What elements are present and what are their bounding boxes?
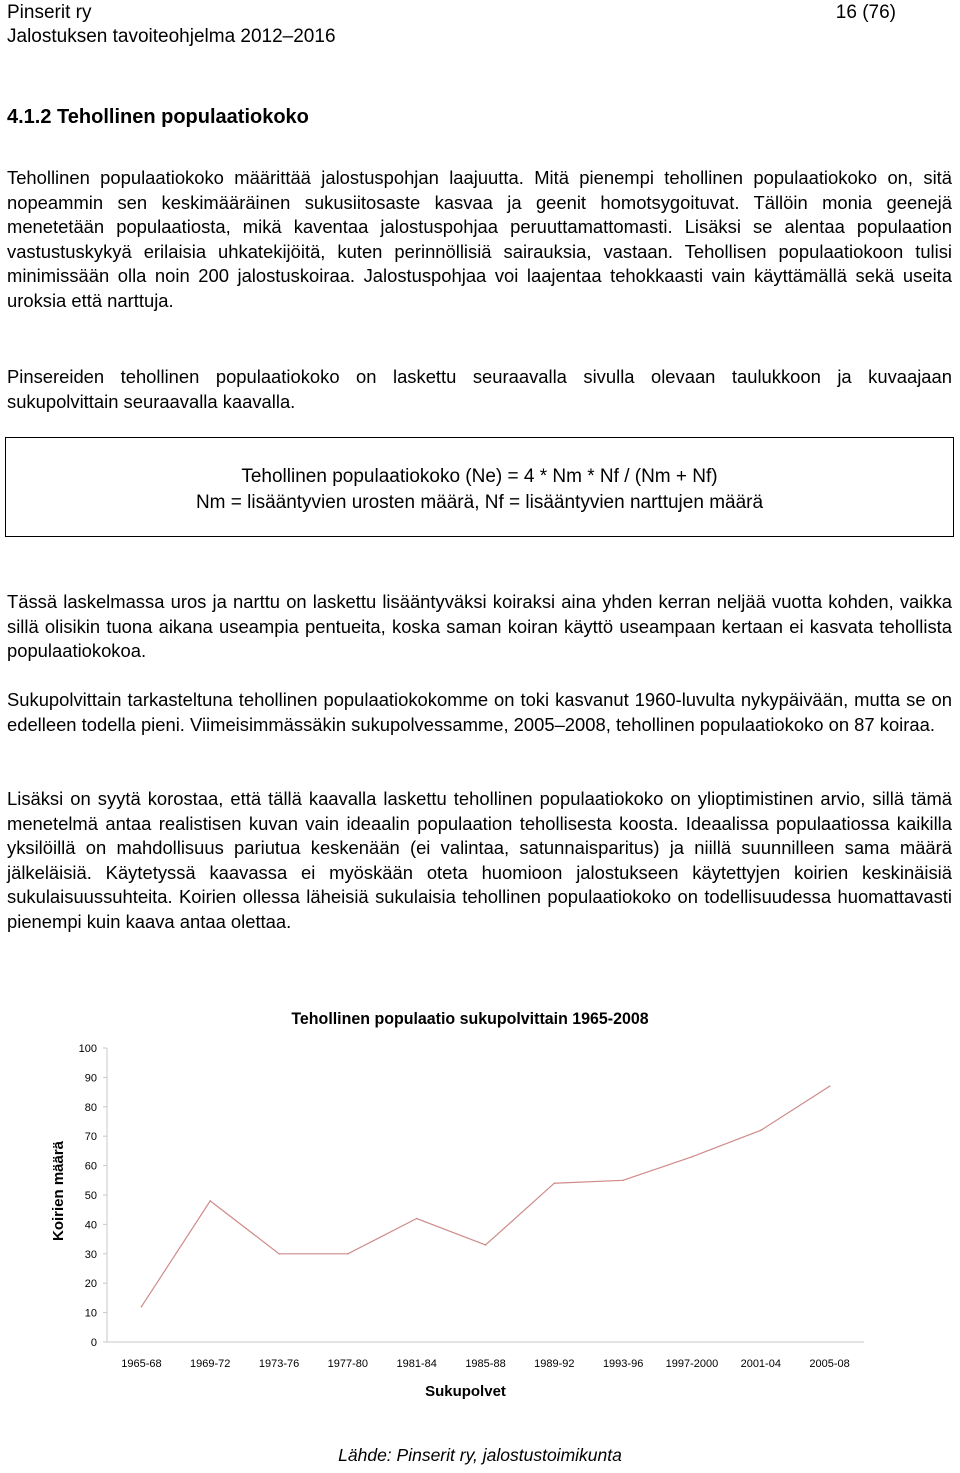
x-tick-label: 1977-80 (327, 1358, 369, 1370)
x-tick-label: 2001-04 (740, 1358, 781, 1370)
chart-title: Tehollinen populaatio sukupolvittain 1965-2008 (291, 1009, 649, 1029)
x-tick-label: 1981-84 (396, 1358, 437, 1370)
y-tick-label: 70 (84, 1131, 97, 1144)
data-point (760, 1130, 762, 1132)
data-point (141, 1306, 143, 1308)
paragraph-caveat: Lisäksi on syytä korostaa, että tällä kaavalla laskettu tehollinen populaatiokoko on ylioptimistinen arvio, sillä tämä menetelmä antaa realistisen kuvan vain ideaalin populaation tehollisesta koosta. Ideaalissa populaatiossa kaikilla yksilöillä on mahdollisuus pariutua keskenään (ei valintaa, satunnaisparitus) ja niillä suunnilleen sama määrä jälkeläisiä. Käytetyssä kaavassa ei myöskään oteta huomioon jalostukseen käytettyjen koirien keskinäisiä sukulaisuussuhteita. Koirien ollessa läheisiä sukulaisia tehollinen populaatiokoko on todellisuudessa huomattavasti pienempi kuin kaava antaa olettaa. (7, 788, 952, 932)
y-tick-label: 20 (84, 1278, 97, 1291)
section-title: 4.1.2 Tehollinen populaatiokoko (7, 106, 309, 128)
data-point (829, 1085, 831, 1087)
header-doc-title: Jalostuksen tavoiteohjelma 2012–2016 (7, 26, 336, 47)
y-tick-label: 50 (84, 1190, 97, 1202)
x-tick-label: 1993-96 (602, 1358, 644, 1370)
paragraph-intro: Tehollinen populaatiokoko määrittää jalostuspohjan laajuutta. Mitä pienempi tehollinen populaatiokoko on, sitä nopeammin sen keskimääräinen sukusiitosaste kasvaa ja geenit homotsygoituvat. Tällöin monia geenejä menetetään populaatiosta, mikä kaventaa jalostuspohjaa peruuttamattomasti. Lisäksi se alentaa populaation vastustuskykyä erilaisia uhkatekijöitä, kuten perinnöllisiä sairauksia, vastaan. Tehollisen populaatiokoon tulisi minimissään olla noin 200 jalostuskoiraa. Jalostuspohjaa voi laajentaa tehokkaasti vain käyttämällä sekä useita uroksia että narttuja. (7, 167, 952, 311)
x-tick-label: 1989-92 (534, 1358, 575, 1370)
data-point (691, 1156, 693, 1158)
x-tick-label: 1973-76 (258, 1358, 300, 1370)
paragraph-calculation-note: Tässä laskelmassa uros ja narttu on laskettu lisääntyväksi koiraksi aina yhden kerran neljää vuotta kohden, vaikka sillä olisikin tuona aikana useampia pentueita, koska saman koiran käyttö useampaan kertaan ei kasvata tehollista populaatiokokoa. (7, 591, 952, 662)
data-point (554, 1182, 556, 1184)
paragraph-generations: Sukupolvittain tarkasteltuna tehollinen populaatiokokomme on toki kasvanut 1960-luvulta nykypäivään, mutta se on edelleen todella pieni. Viimeisimmässäkin sukupolvessamme, 2005–2008, tehollinen populaatiokoko on 87 koiraa. (7, 689, 952, 735)
formula-line-2: Nm = lisääntyvien urosten määrä, Nf = lisääntyvien narttujen määrä (195, 492, 764, 513)
formula-line-1: Tehollinen populaatiokoko (Ne) = 4 * Nm * Nf / (Nm + Nf) (241, 466, 718, 487)
x-tick-label: 1985-88 (465, 1358, 506, 1370)
data-point (485, 1244, 487, 1246)
x-tick-label: 1969-72 (190, 1358, 231, 1370)
series-line (141, 1086, 829, 1307)
population-line-chart (0, 990, 960, 1410)
y-tick-label: 80 (84, 1101, 97, 1114)
data-point (416, 1218, 418, 1220)
header-org: Pinserit ry (7, 2, 92, 23)
y-tick-label: 0 (90, 1337, 97, 1349)
page-number: 16 (76) (835, 2, 896, 23)
y-tick-label: 90 (84, 1072, 97, 1085)
x-axis-title: Sukupolvet (425, 1383, 506, 1400)
y-tick-label: 60 (84, 1160, 97, 1173)
data-point (278, 1253, 280, 1255)
chart-container (0, 990, 960, 1410)
data-point (347, 1253, 349, 1255)
y-tick-label: 100 (78, 1043, 97, 1055)
y-axis-title: Koirien määrä (50, 1140, 67, 1242)
y-tick-label: 30 (84, 1248, 97, 1261)
y-tick-label: 10 (84, 1307, 97, 1320)
y-tick-label: 40 (84, 1219, 97, 1232)
x-tick-label: 2005-08 (809, 1358, 850, 1370)
source-note: Lähde: Pinserit ry, jalostustoimikunta (338, 1445, 622, 1465)
data-point (209, 1200, 211, 1202)
data-point (622, 1180, 624, 1182)
x-tick-label: 1965-68 (121, 1358, 162, 1370)
x-tick-label: 1997-2000 (665, 1358, 719, 1370)
formula-box (5, 437, 954, 537)
paragraph-method: Pinsereiden tehollinen populaatiokoko on laskettu seuraavalla sivulla olevaan taulukkoon ja kuvaajaan sukupolvittain seuraavalla kaavalla. (7, 366, 952, 412)
